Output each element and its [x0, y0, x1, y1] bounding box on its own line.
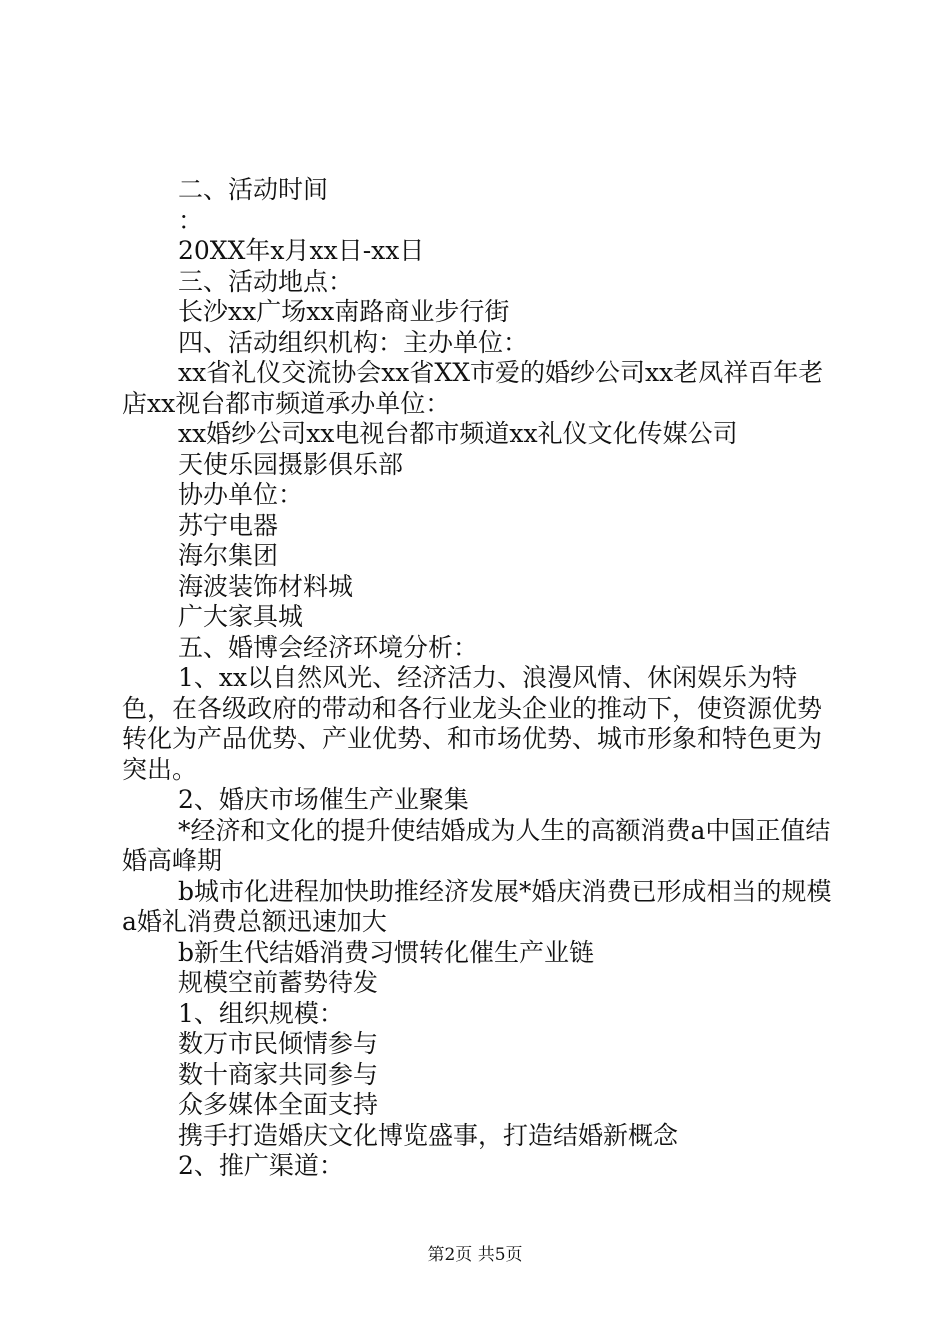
paragraph-host-units: xx省礼仪交流协会xx省XX市爱的婚纱公司xx老凤祥百年老店xx视台都市频道承办单位： — [122, 358, 824, 418]
heading-activity-location: 三、活动地点： — [178, 266, 354, 296]
paragraph-analysis-urbanization: b城市化进程加快助推经济发展*婚庆消费已形成相当的规模a婚礼消费总额迅速加大 — [122, 876, 832, 936]
heading-organization-scale: 1、组织规模： — [178, 998, 344, 1028]
list-item: 众多媒体全面支持 — [178, 1090, 379, 1119]
heading-economic-analysis: 五、婚博会经济环境分析： — [178, 632, 479, 662]
list-item: 携手打造婚庆文化博览盛事，打造结婚新概念 — [178, 1120, 679, 1150]
page-number-footer: 第2页 共5页 — [427, 1245, 523, 1265]
paragraph-analysis-new-generation: b新生代结婚消费习惯转化催生产业链 — [178, 937, 595, 967]
paragraph-scale-heading: 规模空前蓄势待发 — [178, 968, 379, 997]
paragraph-organizer-units: xx婚纱公司xx电视台都市频道xx礼仪文化传媒公司 — [178, 419, 738, 448]
list-item: 海尔集团 — [178, 541, 279, 570]
list-item: 苏宁电器 — [178, 510, 279, 540]
paragraph-analysis-1: 1、xx以自然风光、经济活力、浪漫风情、休闲娱乐为特色，在各级政府的带动和各行业龙头企业的推动下，使资源优势转化为产品优势、产业优势、和市场优势、城市形象和特色更为突出。 — [122, 663, 823, 784]
list-item: 广大家具城 — [178, 602, 304, 631]
list-item: 数十商家共同参与 — [178, 1059, 379, 1089]
list-item: 数万市民倾情参与 — [178, 1029, 379, 1058]
paragraph-analysis-2: 2、婚庆市场催生产业聚集 — [178, 785, 469, 814]
heading-co-organizers: 协办单位： — [178, 480, 304, 509]
paragraph-location: 长沙xx广场xx南路商业步行街 — [178, 297, 510, 326]
list-item: 海波装饰材料城 — [178, 571, 354, 601]
heading-promotion-channels: 2、推广渠道： — [178, 1151, 344, 1180]
paragraph-analysis-consumption: *经济和文化的提升使结婚成为人生的高额消费a中国正值结婚高峰期 — [122, 815, 831, 875]
heading-activity-time: 二、活动时间 — [178, 175, 329, 204]
paragraph-colon: ： — [178, 205, 204, 235]
paragraph-photo-club: 天使乐园摄影俱乐部 — [178, 449, 404, 479]
heading-organizers: 四、活动组织机构：主办单位： — [178, 327, 529, 357]
document-body — [122, 175, 834, 1182]
paragraph-date: 20XX年x月xx日-xx日 — [178, 236, 425, 265]
